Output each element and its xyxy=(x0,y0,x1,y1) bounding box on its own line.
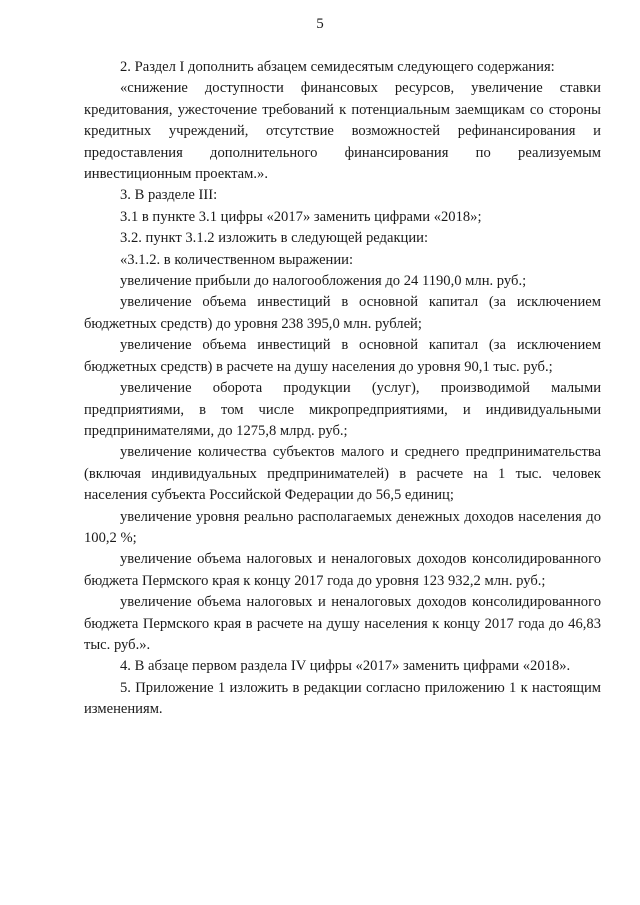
paragraph-item-3-2: 3.2. пункт 3.1.2 изложить в следующей редакции: xyxy=(120,230,429,247)
paragraph-item-3-1-2: «3.1.2. в количественном выражении: xyxy=(120,251,354,268)
paragraph-indicator-budget-revenue: увеличение объема налоговых и неналоговых доходов консолидированного бюджета Пермского края к концу 2017 года до уровня 123 932,2 млн. руб.; xyxy=(84,551,601,589)
paragraph-indicator-profit: увеличение прибыли до налогообложения до 24 1190,0 млн. руб.; xyxy=(120,273,527,290)
paragraph-item-4: 4. В абзаце первом раздела IV цифры «2017» заменить цифрами «2018». xyxy=(120,658,571,675)
paragraph-indicator-sme-count: увеличение количества субъектов малого и среднего предпринимательства (включая индивидуальных предпринимателей) в расчете на 1 тыс. человек населения субъекта Российской Федерации до 56,5 единиц; xyxy=(84,444,601,504)
paragraph-indicator-income: увеличение уровня реально располагаемых денежных доходов населения до 100,2 %; xyxy=(84,508,601,546)
paragraph-amend-section-1: 2. Раздел I дополнить абзацем семидесятым следующего содержания: xyxy=(120,59,555,75)
paragraph-section-3-heading: 3. В разделе III: xyxy=(120,187,218,204)
paragraph-indicator-investment-per-capita: увеличение объема инвестиций в основной капитал (за исключением бюджетных средств) в расчете на душу населения до уровня 90,1 тыс. руб.; xyxy=(84,337,601,375)
paragraph-item-3-1: 3.1 в пункте 3.1 цифры «2017» заменить цифрами «2018»; xyxy=(120,208,482,225)
paragraph-indicator-investment: увеличение объема инвестиций в основной капитал (за исключением бюджетных средств) до уровня 238 395,0 млн. рублей; xyxy=(84,294,601,332)
page-number: 5 xyxy=(316,16,324,32)
paragraph-quoted-text: «снижение доступности финансовых ресурсов, увеличение ставки кредитования, ужесточение требований к потенциальным заемщикам со стороны кредитных учреждений, отсутствие возможностей рефинансирования и предоставления дополнительного финансирования по реализуемым инвестиционным проектам.». xyxy=(84,80,601,183)
paragraph-indicator-small-business-turnover: увеличение оборота продукции (услуг), производимой малыми предприятиями, в том числе микропредприятиями, и индивидуальными предпринимателями, до 1275,8 млрд. руб.; xyxy=(84,380,601,439)
paragraph-indicator-budget-revenue-per-capita: увеличение объема налоговых и неналоговых доходов консолидированного бюджета Пермского края в расчете на душу населения к концу 2017 года до 46,83 тыс. руб.». xyxy=(84,594,601,653)
paragraph-item-5: 5. Приложение 1 изложить в редакции согласно приложению 1 к настоящим изменениям. xyxy=(84,679,601,718)
document-body xyxy=(84,57,601,721)
